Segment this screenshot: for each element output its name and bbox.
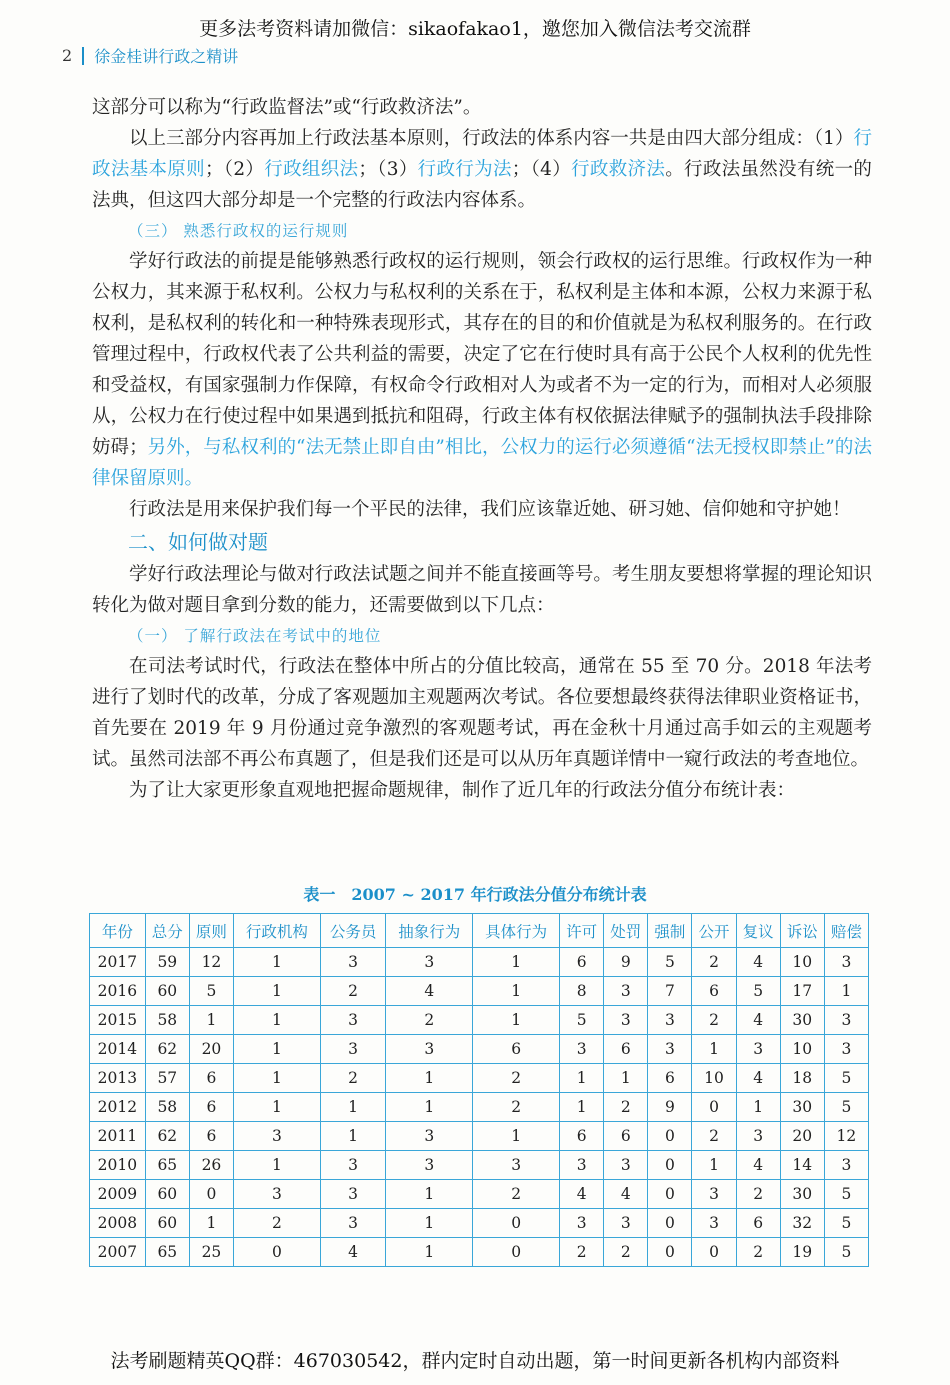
table-cell: 2017 — [90, 948, 146, 977]
table-cell: 7 — [648, 977, 692, 1006]
table-cell: 3 — [604, 1209, 648, 1238]
table-cell: 60 — [145, 1180, 189, 1209]
table-header-cell: 赔偿 — [824, 914, 868, 948]
table-cell: 1 — [234, 1006, 321, 1035]
table-cell: 10 — [780, 1035, 824, 1064]
table-cell: 3 — [736, 1122, 780, 1151]
table-cell: 2 — [736, 1238, 780, 1267]
table-cell: 25 — [189, 1238, 233, 1267]
table-cell: 0 — [648, 1151, 692, 1180]
subheading-3: （三） 熟悉行政权的运行规则 — [128, 222, 349, 240]
table-cell: 1 — [234, 948, 321, 977]
table-cell: 62 — [145, 1035, 189, 1064]
table-cell: 3 — [320, 948, 385, 977]
table-cell: 65 — [145, 1151, 189, 1180]
table-cell: 0 — [473, 1209, 560, 1238]
table-cell: 3 — [824, 948, 868, 977]
table-cell: 1 — [320, 1093, 385, 1122]
table-caption: 表一 2007 ~ 2017 年行政法分值分布统计表 — [303, 885, 647, 904]
table-cell: 30 — [780, 1006, 824, 1035]
table-cell: 0 — [648, 1122, 692, 1151]
table-row — [90, 1093, 869, 1122]
table-cell: 2 — [692, 948, 736, 977]
table-cell: 17 — [780, 977, 824, 1006]
table-row — [90, 1209, 869, 1238]
table-cell: 3 — [824, 1006, 868, 1035]
table-body — [90, 948, 869, 1267]
table-cell: 1 — [234, 1035, 321, 1064]
paragraph-7: 为了让大家更形象直观地把握命题规律，制作了近几年的行政法分值分布统计表： — [129, 780, 796, 801]
table-header-row — [90, 914, 869, 948]
header-divider — [82, 47, 84, 65]
table-cell: 3 — [604, 1006, 648, 1035]
table-cell: 2009 — [90, 1180, 146, 1209]
table-row — [90, 1238, 869, 1267]
table-header-cell: 行政机构 — [234, 914, 321, 948]
table-cell: 0 — [189, 1180, 233, 1209]
table-cell: 2 — [473, 1180, 560, 1209]
table-cell: 59 — [145, 948, 189, 977]
table-cell: 4 — [604, 1180, 648, 1209]
table-cell: 5 — [189, 977, 233, 1006]
table-header-cell: 复议 — [736, 914, 780, 948]
table-header-cell: 许可 — [560, 914, 604, 948]
table-cell: 6 — [736, 1209, 780, 1238]
table-cell: 1 — [386, 1064, 473, 1093]
table-cell: 6 — [189, 1122, 233, 1151]
table-cell: 1 — [473, 1122, 560, 1151]
table-cell: 1 — [386, 1093, 473, 1122]
table-cell: 5 — [824, 1180, 868, 1209]
table-cell: 14 — [780, 1151, 824, 1180]
subheading-1: （一） 了解行政法在考试中的地位 — [128, 627, 382, 645]
table-cell: 4 — [736, 1006, 780, 1035]
table-cell: 4 — [320, 1238, 385, 1267]
table-cell: 1 — [560, 1064, 604, 1093]
table-cell: 1 — [473, 977, 560, 1006]
table-cell: 3 — [234, 1180, 321, 1209]
table-cell: 6 — [189, 1093, 233, 1122]
table-row — [90, 1122, 869, 1151]
table-cell: 3 — [386, 1151, 473, 1180]
table-cell: 10 — [780, 948, 824, 977]
table-cell: 65 — [145, 1238, 189, 1267]
paragraph-6: 在司法考试时代，行政法在整体中所占的分值比较高，通常在 55 至 70 分。2018 年法考进行了划时代的改革，分成了客观题加主观题两次考试。各位要想最终获得法律职业资格证书，首先要在 2019 年 9 月份通过竞争激烈的客观题考试，再在金秋十月通过高手如云的主观题考试。虽然司法部不再公布真题了，但是我们还是可以从历年真题详情中一窥行政法的考查地位。 — [92, 656, 872, 770]
table-cell: 12 — [189, 948, 233, 977]
table-cell: 3 — [692, 1180, 736, 1209]
term-principles: 行政法基本原则 — [92, 128, 872, 180]
table-cell: 12 — [824, 1122, 868, 1151]
term-acts: 行政行为法 — [417, 159, 512, 180]
table-cell: 2 — [320, 1064, 385, 1093]
table-cell: 3 — [473, 1151, 560, 1180]
table-cell: 2012 — [90, 1093, 146, 1122]
table-cell: 1 — [560, 1093, 604, 1122]
table-cell: 3 — [736, 1035, 780, 1064]
table-cell: 0 — [692, 1093, 736, 1122]
table-cell: 3 — [386, 1035, 473, 1064]
table-header-cell: 强制 — [648, 914, 692, 948]
table-header-cell: 年份 — [90, 914, 146, 948]
table-row — [90, 1064, 869, 1093]
table-cell: 5 — [824, 1064, 868, 1093]
table-cell: 1 — [736, 1093, 780, 1122]
table-cell: 2013 — [90, 1064, 146, 1093]
term-organization: 行政组织法 — [264, 159, 359, 180]
table-cell: 3 — [560, 1151, 604, 1180]
table-cell: 2 — [560, 1238, 604, 1267]
table-cell: 60 — [145, 1209, 189, 1238]
table-cell: 2 — [473, 1093, 560, 1122]
table-cell: 6 — [692, 977, 736, 1006]
table-cell: 6 — [604, 1035, 648, 1064]
table-cell: 9 — [604, 948, 648, 977]
table-cell: 1 — [189, 1209, 233, 1238]
table-header-cell: 公务员 — [320, 914, 385, 948]
table-cell: 3 — [560, 1209, 604, 1238]
table-cell: 3 — [692, 1209, 736, 1238]
paragraph-5: 学好行政法理论与做对行政法试题之间并不能直接画等号。考生朋友要想将掌握的理论知识转化为做对题目拿到分数的能力，还需要做到以下几点： — [92, 564, 872, 616]
table-cell: 0 — [648, 1238, 692, 1267]
table-cell: 57 — [145, 1064, 189, 1093]
table-cell: 5 — [824, 1093, 868, 1122]
page-header — [62, 44, 238, 67]
term-remedy: 行政救济法 — [571, 159, 666, 180]
score-distribution-table — [89, 913, 869, 1267]
table-cell: 5 — [560, 1006, 604, 1035]
table-cell: 3 — [234, 1122, 321, 1151]
table-cell: 0 — [648, 1209, 692, 1238]
table-cell: 1 — [234, 1064, 321, 1093]
table-cell: 1 — [386, 1180, 473, 1209]
table-cell: 1 — [473, 1006, 560, 1035]
table-cell: 62 — [145, 1122, 189, 1151]
table-cell: 2 — [692, 1122, 736, 1151]
table-cell: 2 — [234, 1209, 321, 1238]
table-cell: 4 — [386, 977, 473, 1006]
table-cell: 3 — [824, 1035, 868, 1064]
table-cell: 4 — [736, 1151, 780, 1180]
table-row — [90, 1035, 869, 1064]
table-cell: 2016 — [90, 977, 146, 1006]
table-cell: 0 — [473, 1238, 560, 1267]
table-cell: 1 — [234, 977, 321, 1006]
table-cell: 6 — [189, 1064, 233, 1093]
table-cell: 20 — [780, 1122, 824, 1151]
table-cell: 2 — [604, 1093, 648, 1122]
table-cell: 2 — [386, 1006, 473, 1035]
table-cell: 3 — [386, 1122, 473, 1151]
main-content — [92, 92, 872, 806]
table-cell: 2 — [736, 1180, 780, 1209]
table-cell: 3 — [320, 1151, 385, 1180]
table-cell: 1 — [824, 977, 868, 1006]
table-cell: 2011 — [90, 1122, 146, 1151]
table-cell: 30 — [780, 1093, 824, 1122]
table-cell: 0 — [692, 1238, 736, 1267]
table-header-cell: 总分 — [145, 914, 189, 948]
table-cell: 20 — [189, 1035, 233, 1064]
table-cell: 3 — [320, 1035, 385, 1064]
paragraph-4: 行政法是用来保护我们每一个平民的法律，我们应该靠近她、研习她、信仰她和守护她！ — [129, 499, 851, 520]
table-cell: 18 — [780, 1064, 824, 1093]
section-heading: 二、如何做对题 — [128, 530, 268, 554]
table-row — [90, 1151, 869, 1180]
table-cell: 60 — [145, 977, 189, 1006]
highlight-legal-reservation: 另外，与私权利的“法无禁止即自由”相比，公权力的运行必须遵循“法无授权即禁止”的法律保留原则。 — [92, 437, 872, 489]
paragraph-3: 学好行政法的前提是能够熟悉行政权的运行规则，领会行政权的运行思维。行政权作为一种公权力，其来源于私权利。公权力与私权利的关系在于，私权利是主体和本源，公权力来源于私权利，是私权利的转化和一种特殊表现形式，其存在的目的和价值就是为私权利服务的。在行政管理过程中，行政权代表了公共利益的需要，决定了它在行使时具有高于公民个人权利的优先性和受益权，有国家强制力作保障，有权命令行政相对人为或者不为一定的行为，而相对人必须服从，公权力在行使过程中如果遇到抵抗和阻碍，行政主体有权依据法律赋予的强制执法手段排除妨碍；另外，与私权利的“法无禁止即自由”相比，公权力的运行必须遵循“法无授权即禁止”的法律保留原则。 — [92, 251, 872, 489]
table-cell: 6 — [560, 948, 604, 977]
table-cell: 3 — [560, 1035, 604, 1064]
table-cell: 1 — [386, 1209, 473, 1238]
table-cell: 2008 — [90, 1209, 146, 1238]
table-cell: 2 — [692, 1006, 736, 1035]
table-cell: 3 — [320, 1006, 385, 1035]
table-cell: 6 — [560, 1122, 604, 1151]
table-cell: 8 — [560, 977, 604, 1006]
book-title: 徐金桂讲行政之精讲 — [94, 47, 239, 66]
table-cell: 1 — [386, 1238, 473, 1267]
table-cell: 6 — [473, 1035, 560, 1064]
table-row — [90, 1180, 869, 1209]
table-cell: 1 — [234, 1093, 321, 1122]
table-cell: 1 — [320, 1122, 385, 1151]
table-cell: 1 — [234, 1151, 321, 1180]
table-cell: 2010 — [90, 1151, 146, 1180]
table-row — [90, 1006, 869, 1035]
table-row — [90, 948, 869, 977]
table-cell: 3 — [648, 1035, 692, 1064]
page-number: 2 — [62, 46, 73, 65]
table-cell: 0 — [648, 1180, 692, 1209]
table-cell: 3 — [648, 1006, 692, 1035]
table-header-cell: 抽象行为 — [386, 914, 473, 948]
table-cell: 58 — [145, 1006, 189, 1035]
table-cell: 5 — [824, 1238, 868, 1267]
table-cell: 0 — [234, 1238, 321, 1267]
table-cell: 5 — [824, 1209, 868, 1238]
table-cell: 2 — [604, 1238, 648, 1267]
table-cell: 58 — [145, 1093, 189, 1122]
table-header-cell: 诉讼 — [780, 914, 824, 948]
table-cell: 3 — [320, 1180, 385, 1209]
top-banner: 更多法考资料请加微信：sikaofakao1，邀您加入微信法考交流群 — [199, 18, 751, 40]
table-cell: 2007 — [90, 1238, 146, 1267]
table-cell: 6 — [648, 1064, 692, 1093]
table-cell: 5 — [648, 948, 692, 977]
table-cell: 30 — [780, 1180, 824, 1209]
table-cell: 1 — [473, 948, 560, 977]
table-cell: 3 — [604, 1151, 648, 1180]
table-cell: 6 — [604, 1122, 648, 1151]
table-cell: 9 — [648, 1093, 692, 1122]
table-cell: 2014 — [90, 1035, 146, 1064]
table-header-cell: 原则 — [189, 914, 233, 948]
table-cell: 32 — [780, 1209, 824, 1238]
table-header-cell: 具体行为 — [473, 914, 560, 948]
table-cell: 2015 — [90, 1006, 146, 1035]
paragraph-1: 这部分可以称为“行政监督法”或“行政救济法”。 — [92, 97, 482, 118]
paragraph-2: 以上三部分内容再加上行政法基本原则，行政法的体系内容一共是由四大部分组成：（1）行政法基本原则；（2）行政组织法；（3）行政行为法；（4）行政救济法。行政法虽然没有统一的法典，但这四大部分却是一个完整的行政法内容体系。 — [92, 128, 872, 211]
table-cell: 3 — [386, 948, 473, 977]
table-cell: 19 — [780, 1238, 824, 1267]
table-cell: 1 — [692, 1151, 736, 1180]
table-header-cell: 处罚 — [604, 914, 648, 948]
table-cell: 4 — [736, 948, 780, 977]
table-row — [90, 977, 869, 1006]
table-cell: 26 — [189, 1151, 233, 1180]
table-header-cell: 公开 — [692, 914, 736, 948]
table-cell: 1 — [604, 1064, 648, 1093]
table-cell: 2 — [473, 1064, 560, 1093]
table-cell: 3 — [320, 1209, 385, 1238]
footer-banner: 法考刷题精英QQ群：467030542，群内定时自动出题，第一时间更新各机构内部资料 — [110, 1350, 840, 1372]
table-cell: 3 — [604, 977, 648, 1006]
table-cell: 1 — [692, 1035, 736, 1064]
table-cell: 3 — [824, 1151, 868, 1180]
table-cell: 4 — [560, 1180, 604, 1209]
table-cell: 2 — [320, 977, 385, 1006]
table-cell: 1 — [189, 1006, 233, 1035]
table-cell: 5 — [736, 977, 780, 1006]
table-cell: 4 — [736, 1064, 780, 1093]
table-cell: 10 — [692, 1064, 736, 1093]
